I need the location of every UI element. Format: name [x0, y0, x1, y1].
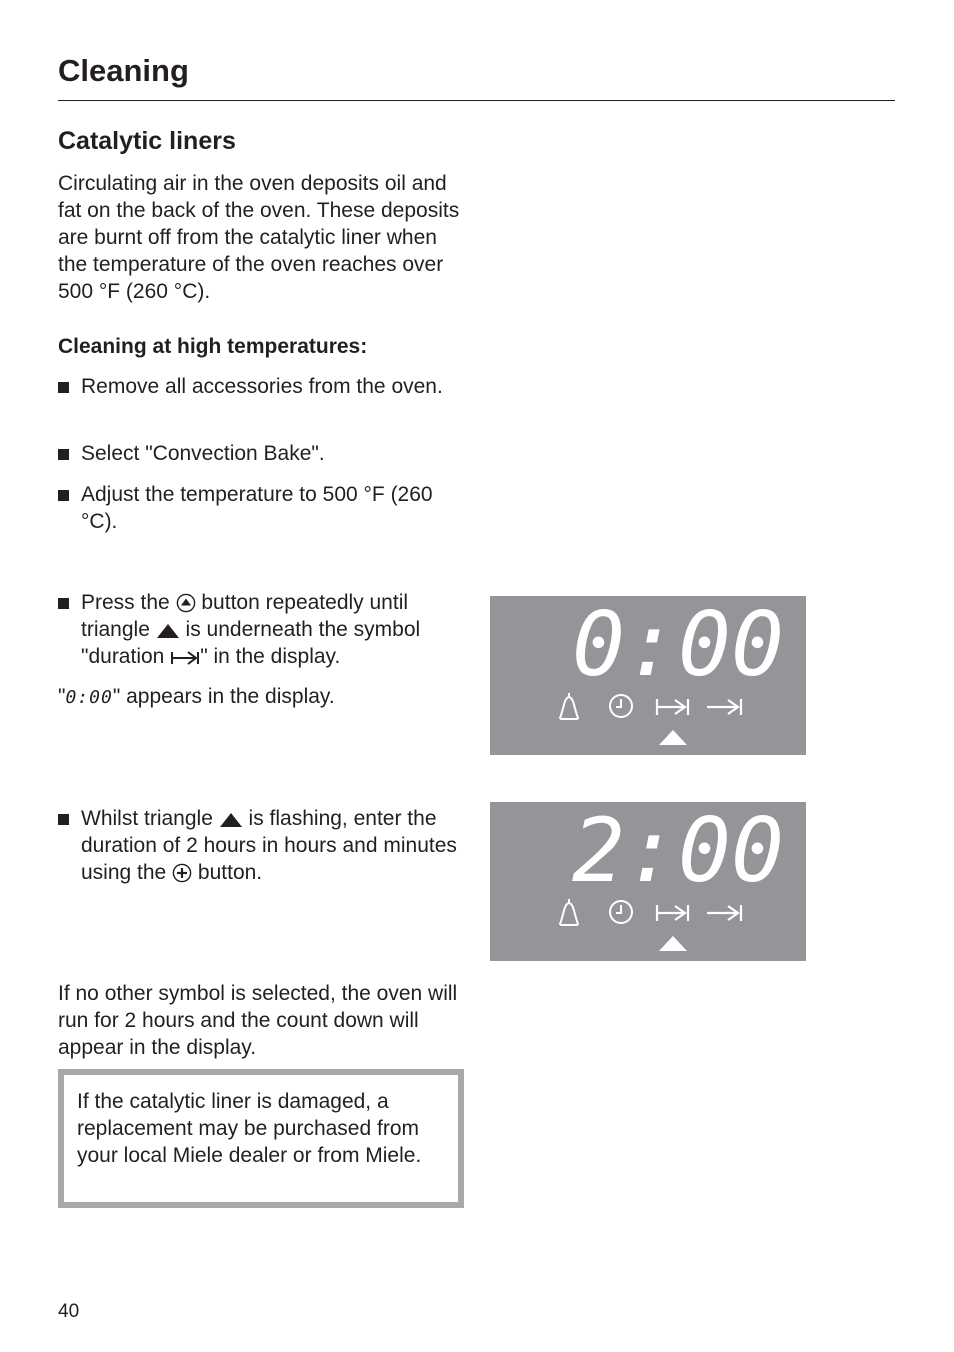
step-text: Press the	[81, 591, 176, 614]
selection-triangle-icon	[659, 936, 687, 951]
step-text: Select "Convection Bake".	[81, 442, 325, 465]
triangle-icon	[219, 811, 243, 829]
up-arrow-button-icon	[176, 593, 196, 613]
list-item	[58, 373, 468, 400]
step-text: is underneath the symbol "duration	[81, 618, 421, 668]
page-number: 40	[58, 1301, 80, 1322]
plus-button-icon	[172, 863, 192, 883]
end-time-icon	[707, 699, 741, 715]
list-item	[58, 481, 468, 535]
duration-icon	[657, 905, 688, 921]
bullet-square-icon	[58, 490, 69, 501]
step-text: " in the display.	[200, 645, 341, 668]
clock-icon	[610, 695, 632, 717]
display-time-digits: 2:00	[572, 802, 784, 902]
list-item	[58, 589, 468, 670]
end-time-icon	[707, 905, 741, 921]
note-box	[58, 1069, 464, 1208]
intro-paragraph: Circulating air in the oven deposits oil and fat on the back of the oven. These deposits are burnt off from the catalytic liner when the temperature of the oven reaches over 500 °F (260 °C).	[58, 172, 460, 303]
step-text: Remove all accessories from the oven.	[81, 375, 443, 398]
clock-icon	[610, 901, 632, 923]
bell-icon	[560, 899, 578, 925]
bullet-square-icon	[58, 598, 69, 609]
note-text: If the catalytic liner is damaged, a replacement may be purchased from your local Miele dealer or from Miele.	[77, 1090, 422, 1167]
bullet-square-icon	[58, 382, 69, 393]
display-time-digits: 0:00	[572, 596, 784, 696]
high-temp-heading: Cleaning at high temperatures:	[58, 335, 368, 358]
display-result-note: "0:00" appears in the display.	[58, 685, 335, 708]
bullet-square-icon	[58, 814, 69, 825]
subheading-catalytic-liners: Catalytic liners	[58, 127, 236, 155]
bullet-square-icon	[58, 449, 69, 460]
oven-display-panel	[490, 802, 806, 961]
header-rule	[58, 100, 895, 101]
duration-icon	[657, 699, 688, 715]
oven-display-panel	[490, 596, 806, 755]
section-title: Cleaning	[58, 53, 189, 88]
duration-icon	[170, 649, 200, 667]
display-value-text: 0:00	[65, 687, 113, 708]
step-text: button.	[192, 861, 263, 884]
selection-triangle-icon	[659, 730, 687, 745]
outro-paragraph: If no other symbol is selected, the oven will run for 2 hours and the count down will appear in the display.	[58, 982, 458, 1059]
step-text: is flashing, enter the duration of 2 hours in hours and minutes using the	[81, 807, 457, 884]
step-text: button repeatedly until triangle	[81, 591, 409, 641]
triangle-icon	[156, 622, 180, 640]
step-text: Adjust the temperature to 500 °F (260 °C).	[81, 483, 433, 533]
bell-icon	[560, 693, 578, 719]
step-text: Whilst triangle	[81, 807, 219, 830]
list-item	[58, 805, 468, 886]
list-item	[58, 440, 468, 467]
